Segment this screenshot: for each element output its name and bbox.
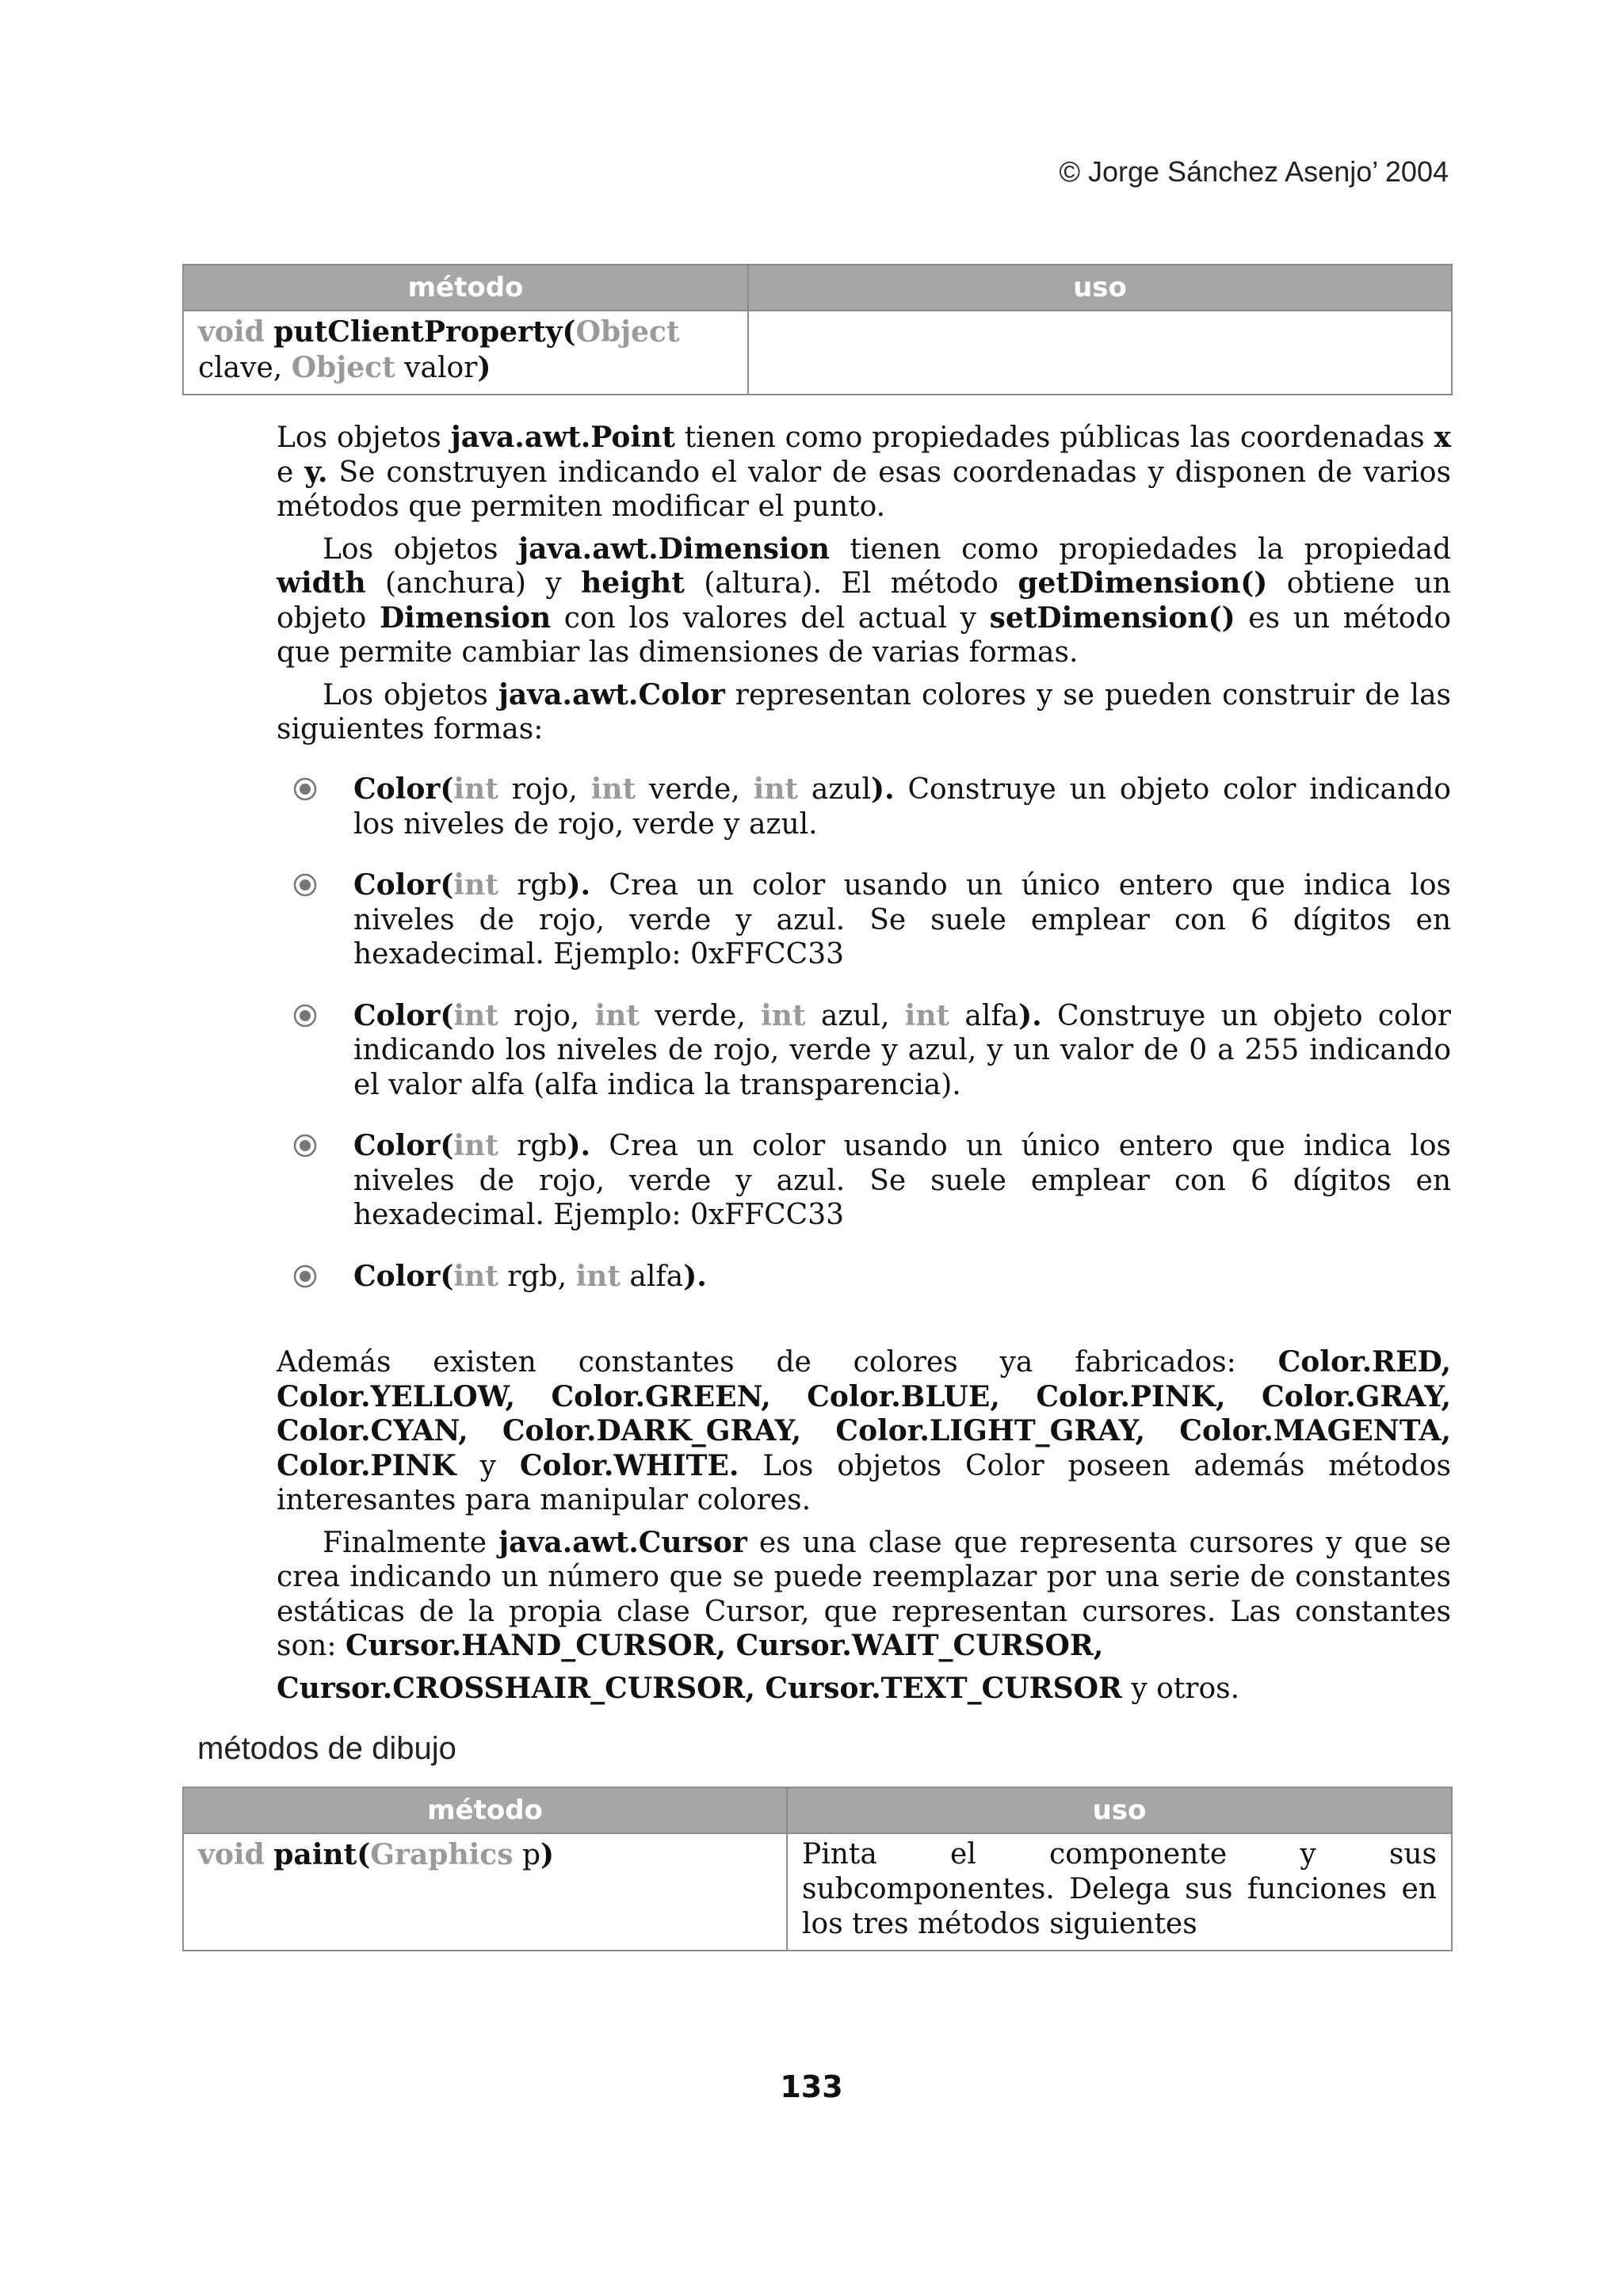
text: es un método que permite cambiar las dimensiones de varias formas. — [277, 601, 1452, 669]
bold-term: getDimension() — [1018, 566, 1268, 600]
argument: clave, — [198, 352, 283, 384]
radio-bullet-icon — [293, 1264, 317, 1288]
paragraph-cursor-continued — [277, 1672, 1451, 1707]
paren: ). — [1018, 998, 1042, 1032]
description: Construye un objeto color indicando los niveles de rojo, verde y azul. — [353, 773, 1451, 841]
argument: p — [513, 1839, 540, 1871]
class-name: java.awt.Color — [498, 677, 725, 711]
constructor-name: Color( — [353, 772, 454, 806]
argument: rgb — [498, 869, 567, 902]
paragraph-color — [277, 678, 1451, 747]
column-header-use: uso — [748, 265, 1452, 311]
method-name: putClientProperty( — [273, 315, 576, 349]
constructor-name: Color( — [353, 998, 454, 1032]
argument: rojo, — [498, 773, 591, 806]
argument: verde, — [636, 773, 754, 806]
radio-bullet-icon — [293, 873, 317, 897]
argument: rgb — [498, 1130, 567, 1162]
section-title: métodos de dibujo — [197, 1731, 456, 1766]
text: Se construyen indicando el valor de esas coordenadas y disponen de varios métodos que permiten modificar el punto. — [277, 456, 1451, 523]
paragraph-dimension — [277, 532, 1451, 670]
text: obtiene un objeto — [277, 567, 1451, 635]
paren: ). — [871, 772, 895, 806]
type-keyword: Object — [291, 351, 395, 384]
table-header-row — [183, 1787, 1452, 1833]
keyword: void — [198, 1838, 265, 1871]
type-keyword: int — [453, 1259, 498, 1293]
radio-bullet-icon — [293, 1004, 317, 1028]
type-keyword: int — [594, 998, 640, 1032]
argument: valor — [404, 352, 478, 384]
column-header-method: método — [183, 265, 748, 311]
text: tienen como propiedades la propiedad — [829, 532, 1451, 566]
text: Los objetos Color poseen además métodos interesantes para manipular colores. — [277, 1449, 1452, 1516]
body-paragraphs-2 — [277, 1345, 1451, 1706]
text: e — [277, 456, 305, 489]
paren: ) — [477, 351, 491, 384]
text: y — [456, 1449, 520, 1482]
column-header-method: método — [183, 1787, 787, 1833]
argument: azul — [798, 773, 872, 806]
class-name: java.awt.Dimension — [518, 532, 830, 566]
method-name: paint( — [273, 1838, 371, 1871]
list-item — [293, 868, 1451, 972]
type-keyword: int — [904, 998, 950, 1032]
type-keyword: Graphics — [370, 1838, 514, 1871]
description: Crea un color usando un único entero que indica los niveles de rojo, verde y azul. Se suele emplear con 6 dígitos en hexadecimal. Ejemplo: 0xFFCC33 — [353, 869, 1452, 971]
argument: alfa — [949, 999, 1019, 1032]
paragraph-point — [277, 421, 1451, 524]
use-cell — [748, 311, 1452, 395]
type-keyword: int — [590, 772, 636, 806]
text: tienen como propiedades públicas las coordenadas — [674, 421, 1434, 454]
paragraph-color-constants — [277, 1345, 1451, 1518]
methods-table-2 — [182, 1787, 1453, 1951]
table-header-row — [183, 265, 1452, 311]
text: es una clase que representa cursores y que se crea indicando un número que se puede reemplazar por una serie de constantes estáticas de la propia clase Cursor, que representan cursores. Las constantes son: — [277, 1526, 1452, 1662]
method-cell — [183, 311, 748, 395]
method-cell — [183, 1833, 787, 1951]
text: Los objetos — [323, 532, 519, 566]
argument: alfa — [620, 1260, 684, 1293]
bold-term: setDimension() — [989, 601, 1235, 635]
class-name: java.awt.Point — [450, 421, 675, 454]
type-keyword: int — [753, 772, 799, 806]
color-constructors-list — [293, 772, 1451, 1321]
constants-list: Cursor.CROSSHAIR_CURSOR, Cursor.TEXT_CURSOR — [277, 1671, 1122, 1705]
constants-list: Color.RED, Color.YELLOW, Color.GREEN, Color.BLUE, Color.PINK, Color.GRAY, Color.CYAN, Color.DARK_GRAY, Color.LIGHT_GRAY, Color.MAGENTA, Color.PINK — [277, 1345, 1451, 1482]
type-keyword: int — [761, 998, 806, 1032]
radio-bullet-icon — [293, 777, 317, 801]
column-header-use: uso — [787, 1787, 1452, 1833]
text: con los valores del actual y — [551, 601, 990, 635]
bold-term: Dimension — [379, 601, 552, 635]
body-paragraphs-1 — [277, 421, 1451, 747]
list-item — [293, 999, 1451, 1103]
type-keyword: int — [453, 1129, 498, 1162]
type-keyword: int — [575, 1259, 621, 1293]
list-item — [293, 772, 1451, 841]
description: Construye un objeto color indicando los niveles de rojo, verde y azul, y un valor de 0 a 255 indicando el valor alfa (alfa indica la transparencia). — [353, 999, 1451, 1101]
table-row — [183, 311, 1452, 395]
type-keyword: Object — [575, 315, 680, 349]
description: Crea un color usando un único entero que indica los niveles de rojo, verde y azul. Se suele emplear con 6 dígitos en hexadecimal. Ejemplo: 0xFFCC33 — [353, 1130, 1452, 1231]
constructor-name: Color( — [353, 868, 454, 902]
argument: azul, — [805, 999, 905, 1032]
text: Además existen constantes de colores ya fabricados: — [277, 1346, 1278, 1379]
radio-bullet-icon — [293, 1134, 317, 1158]
type-keyword: int — [453, 772, 498, 806]
constructor-name: Color( — [353, 1129, 454, 1162]
constants-list: Cursor.HAND_CURSOR, Cursor.WAIT_CURSOR, — [345, 1629, 1104, 1662]
text: Los objetos — [277, 421, 451, 454]
list-item — [293, 1129, 1451, 1233]
paren: ). — [567, 1129, 591, 1162]
use-cell: Pinta el componente y sus subcomponentes. Delega sus funciones en los tres métodos siguientes — [787, 1833, 1452, 1951]
methods-table-1 — [182, 264, 1453, 395]
bold-term: width — [277, 566, 366, 600]
paren: ). — [683, 1259, 707, 1293]
constructor-name: Color( — [353, 1259, 454, 1293]
text: Los objetos — [323, 678, 498, 711]
text: (altura). El método — [684, 567, 1018, 600]
paragraph-cursor — [277, 1526, 1451, 1664]
keyword: void — [198, 315, 265, 349]
text: representan colores y se pueden construir de las siguientes formas: — [277, 678, 1452, 746]
table-row — [183, 1833, 1452, 1951]
bold-term: height — [581, 566, 685, 600]
type-keyword: int — [453, 998, 498, 1032]
text: Finalmente — [323, 1526, 499, 1559]
page-number: 133 — [780, 2069, 843, 2104]
paren: ) — [540, 1838, 555, 1871]
bold-term: x — [1434, 421, 1452, 454]
argument: rgb, — [498, 1260, 576, 1293]
text: (anchura) y — [365, 567, 582, 600]
list-item — [293, 1260, 1451, 1295]
argument: rojo, — [498, 999, 595, 1032]
bold-term: y. — [304, 455, 328, 489]
bold-term: Color.WHITE. — [519, 1448, 739, 1482]
class-name: java.awt.Cursor — [498, 1525, 747, 1559]
argument: verde, — [639, 999, 762, 1032]
page-header-copyright: © Jorge Sánchez Asenjo’ 2004 — [1059, 155, 1449, 188]
text: y otros. — [1121, 1672, 1240, 1705]
type-keyword: int — [453, 868, 498, 902]
paren: ). — [567, 868, 591, 902]
